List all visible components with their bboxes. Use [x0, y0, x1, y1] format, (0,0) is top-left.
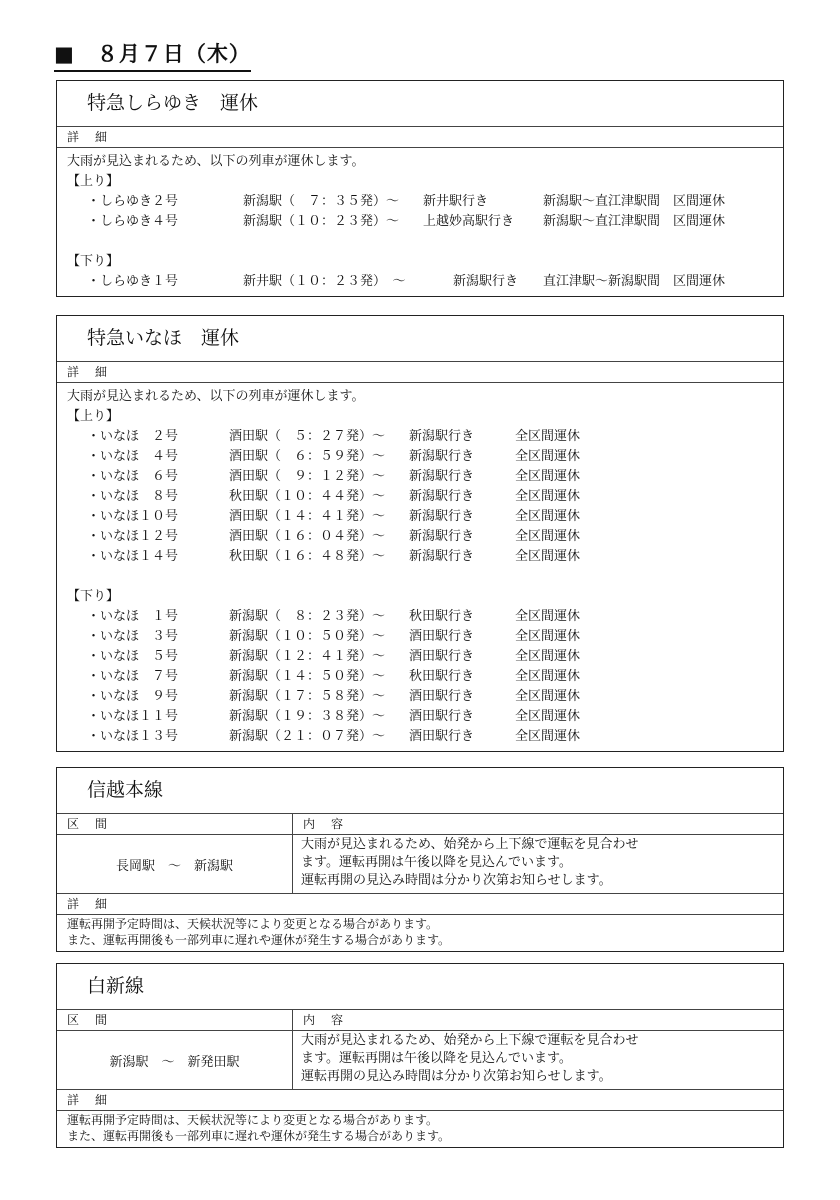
train-departure: 新潟駅（１２：４１発）〜: [229, 649, 386, 664]
shinetsu-section-label: 区 間: [57, 814, 292, 835]
train-row: [67, 212, 773, 232]
inaho-down-list: [67, 607, 773, 747]
train-destination: 酒田駅行き: [409, 709, 475, 724]
train-status: 新潟駅〜直江津駅間 区間運休: [543, 214, 726, 229]
train-destination: 新潟駅行き: [409, 549, 475, 564]
hakushin-note: また、運転再開後も一部列車に遅れや運休が発生する場合があります。: [67, 1129, 451, 1143]
train-name: ・しらゆき４号: [87, 214, 179, 229]
train-destination: 酒田駅行き: [409, 689, 475, 704]
shirayuki-intro: 大雨が見込まれるため、以下の列車が運休します。: [67, 154, 365, 169]
train-status: 全区間運休: [515, 449, 581, 464]
inaho-detail: [57, 383, 783, 751]
train-status: 全区間運休: [515, 649, 581, 664]
train-departure: 新潟駅（１４：５０発）〜: [229, 669, 386, 684]
train-name: ・いなほ１０号: [87, 509, 179, 524]
train-status: 全区間運休: [515, 549, 581, 564]
hakushin-content-label: 内 容: [293, 1010, 783, 1031]
inaho-up-list: [67, 427, 773, 567]
train-name: ・いなほ ６号: [87, 469, 179, 484]
shinetsu-section: 長岡駅 〜 新潟駅: [115, 858, 233, 874]
train-destination: 新井駅行き: [423, 194, 489, 209]
hakushin-content: [293, 1031, 783, 1087]
train-departure: 酒田駅（ ５：２７発）〜: [229, 429, 386, 444]
train-departure: 新井駅（１０：２３発） 〜: [243, 274, 406, 289]
train-row: [67, 627, 773, 647]
hakushin-section-col: [57, 1010, 293, 1089]
shinetsu-note: 運転再開予定時間は、天候状況等により変更となる場合があります。: [67, 917, 439, 931]
train-departure: 酒田駅（ ６：５９発）〜: [229, 449, 386, 464]
train-destination: 酒田駅行き: [409, 629, 475, 644]
train-name: ・いなほ ３号: [87, 629, 179, 644]
train-name: ・いなほ１２号: [87, 529, 179, 544]
train-destination: 上越妙高駅行き: [423, 214, 515, 229]
train-destination: 酒田駅行き: [409, 649, 475, 664]
train-status: 全区間運休: [515, 529, 581, 544]
train-row: [67, 547, 773, 567]
train-departure: 新潟駅（ ７：３５発）〜: [243, 194, 400, 209]
train-row: [67, 447, 773, 467]
train-status: 全区間運休: [515, 689, 581, 704]
hakushin-content-line: 運転再開の見込み時間は分かり次第お知らせします。: [301, 1069, 612, 1084]
train-row: [67, 727, 773, 747]
hakushin-detail-label: 詳 細: [57, 1090, 783, 1111]
train-destination: 新潟駅行き: [409, 449, 475, 464]
hakushin-content-line: ます。運転再開は午後以降を見込んでいます。: [301, 1051, 572, 1066]
train-destination: 秋田駅行き: [409, 609, 475, 624]
shinetsu-content-col: [293, 814, 783, 893]
train-name: ・いなほ ４号: [87, 449, 179, 464]
hakushin-section: 新潟駅 〜 新発田駅: [109, 1054, 240, 1070]
train-status: 全区間運休: [515, 729, 581, 744]
train-departure: 新潟駅（１７：５８発）〜: [229, 689, 386, 704]
train-status: 直江津駅〜新潟駅間 区間運休: [543, 274, 726, 289]
shinetsu-notes: [57, 915, 783, 951]
train-destination: 新潟駅行き: [409, 429, 475, 444]
train-name: ・いなほ １号: [87, 609, 179, 624]
shirayuki-detail-label: 詳 細: [57, 127, 783, 148]
train-departure: 秋田駅（１０：４４発）〜: [229, 489, 386, 504]
spacer: [67, 567, 773, 587]
train-row: [67, 272, 773, 292]
train-row: [67, 507, 773, 527]
train-status: 全区間運休: [515, 709, 581, 724]
train-name: ・いなほ１３号: [87, 729, 179, 744]
train-departure: 新潟駅（ ８：２３発）〜: [229, 609, 386, 624]
spacer: [67, 232, 773, 252]
shinetsu-content-label: 内 容: [293, 814, 783, 835]
train-row: [67, 647, 773, 667]
shirayuki-up-label: 【上り】: [67, 174, 120, 189]
train-status: 全区間運休: [515, 429, 581, 444]
train-row: [67, 687, 773, 707]
train-name: ・いなほ ９号: [87, 689, 179, 704]
inaho-title: 特急いなほ 運休: [57, 316, 783, 362]
hakushin-content-line: 大雨が見込まれるため、始発から上下線で運転を見合わせ: [301, 1033, 639, 1048]
shinetsu-table: [57, 814, 783, 894]
train-destination: 新潟駅行き: [409, 489, 475, 504]
train-departure: 新潟駅（１９：３８発）〜: [229, 709, 386, 724]
hakushin-title: 白新線: [57, 964, 783, 1010]
shirayuki-up-list: [67, 192, 773, 232]
train-row: [67, 667, 773, 687]
train-row: [67, 427, 773, 447]
train-status: 全区間運休: [515, 609, 581, 624]
train-row: [67, 707, 773, 727]
train-status: 全区間運休: [515, 669, 581, 684]
train-status: 新潟駅〜直江津駅間 区間運休: [543, 194, 726, 209]
inaho-detail-label: 詳 細: [57, 362, 783, 383]
shinetsu-notice: [56, 767, 784, 952]
train-row: [67, 527, 773, 547]
inaho-notice: [56, 315, 784, 752]
train-name: ・いなほ ５号: [87, 649, 179, 664]
shinetsu-section-col: [57, 814, 293, 893]
train-destination: 酒田駅行き: [409, 729, 475, 744]
train-departure: 酒田駅（ ９：１２発）〜: [229, 469, 386, 484]
train-name: ・いなほ ８号: [87, 489, 179, 504]
train-name: ・しらゆき２号: [87, 194, 179, 209]
shirayuki-title: 特急しらゆき 運休: [57, 81, 783, 127]
train-row: [67, 467, 773, 487]
hakushin-note: 運転再開予定時間は、天候状況等により変更となる場合があります。: [67, 1113, 439, 1127]
train-departure: 酒田駅（１６：０４発）〜: [229, 529, 386, 544]
train-destination: 新潟駅行き: [409, 509, 475, 524]
shinetsu-title: 信越本線: [57, 768, 783, 814]
hakushin-notice: [56, 963, 784, 1148]
shinetsu-content-line: ます。運転再開は午後以降を見込んでいます。: [301, 855, 572, 870]
train-row: [67, 192, 773, 212]
train-departure: 新潟駅（１０：５０発）〜: [229, 629, 386, 644]
hakushin-section-label: 区 間: [57, 1010, 292, 1031]
train-departure: 新潟駅（２１：０７発）〜: [229, 729, 386, 744]
shirayuki-detail: [57, 148, 783, 296]
shinetsu-content-line: 大雨が見込まれるため、始発から上下線で運転を見合わせ: [301, 837, 639, 852]
shinetsu-note: また、運転再開後も一部列車に遅れや運休が発生する場合があります。: [67, 933, 451, 947]
shirayuki-notice: [56, 80, 784, 297]
shinetsu-detail-label: 詳 細: [57, 894, 783, 915]
inaho-down-label: 【下り】: [67, 589, 120, 604]
shirayuki-down-list: [67, 272, 773, 292]
train-destination: 新潟駅行き: [453, 274, 519, 289]
train-status: 全区間運休: [515, 629, 581, 644]
train-destination: 秋田駅行き: [409, 669, 475, 684]
train-row: [67, 607, 773, 627]
train-row: [67, 487, 773, 507]
train-destination: 新潟駅行き: [409, 529, 475, 544]
train-status: 全区間運休: [515, 469, 581, 484]
shinetsu-content: [293, 835, 783, 891]
hakushin-table: [57, 1010, 783, 1090]
train-departure: 新潟駅（１０：２３発）〜: [243, 214, 400, 229]
train-name: ・しらゆき１号: [87, 274, 179, 289]
train-departure: 酒田駅（１４：４１発）〜: [229, 509, 386, 524]
train-name: ・いなほ ２号: [87, 429, 179, 444]
shirayuki-down-label: 【下り】: [67, 254, 120, 269]
inaho-up-label: 【上り】: [67, 409, 120, 424]
hakushin-notes: [57, 1111, 783, 1147]
train-name: ・いなほ１４号: [87, 549, 179, 564]
hakushin-content-col: [293, 1010, 783, 1089]
inaho-intro: 大雨が見込まれるため、以下の列車が運休します。: [67, 389, 365, 404]
train-departure: 秋田駅（１６：４８発）〜: [229, 549, 386, 564]
train-destination: 新潟駅行き: [409, 469, 475, 484]
train-name: ・いなほ１１号: [87, 709, 179, 724]
train-status: 全区間運休: [515, 509, 581, 524]
train-status: 全区間運休: [515, 489, 581, 504]
shinetsu-content-line: 運転再開の見込み時間は分かり次第お知らせします。: [301, 873, 612, 888]
train-name: ・いなほ ７号: [87, 669, 179, 684]
page-title: ■ ８月７日（木）: [54, 38, 251, 72]
